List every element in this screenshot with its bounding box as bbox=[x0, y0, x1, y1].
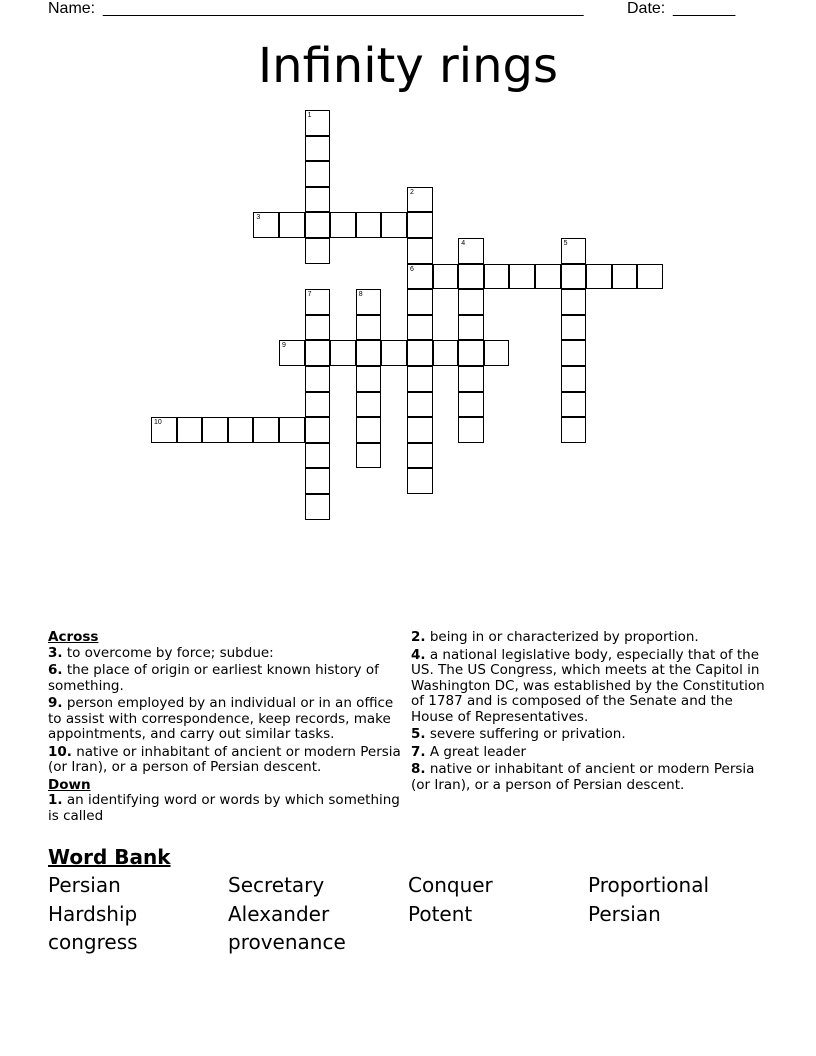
crossword-cell[interactable] bbox=[202, 417, 228, 443]
crossword-cell[interactable] bbox=[305, 392, 331, 418]
crossword-cell[interactable] bbox=[407, 340, 433, 366]
clue-across-10 bbox=[48, 745, 408, 776]
crossword-cell[interactable] bbox=[356, 289, 382, 315]
crossword-cell[interactable] bbox=[356, 443, 382, 469]
clue-down-8 bbox=[411, 762, 776, 793]
clue-number: 1. bbox=[48, 792, 63, 808]
crossword-cell[interactable] bbox=[305, 315, 331, 341]
word-bank-word: provenance bbox=[228, 930, 346, 954]
clue-number: 6. bbox=[48, 662, 63, 678]
clue-number: 8. bbox=[411, 761, 426, 777]
crossword-cell[interactable] bbox=[305, 443, 331, 469]
clue-text: severe suffering or privation. bbox=[429, 726, 626, 742]
crossword-cell[interactable] bbox=[407, 289, 433, 315]
crossword-cell[interactable] bbox=[356, 212, 382, 238]
crossword-cell[interactable] bbox=[484, 340, 510, 366]
word-bank-title: Word Bank bbox=[48, 845, 171, 869]
cell-number: 7 bbox=[307, 291, 312, 299]
down-heading: Down bbox=[48, 776, 91, 793]
clue-across-6 bbox=[48, 663, 408, 694]
crossword-cell[interactable] bbox=[356, 392, 382, 418]
crossword-cell[interactable] bbox=[407, 187, 433, 213]
clue-number: 9. bbox=[48, 695, 63, 711]
clue-text: native or inhabitant of ancient or modern Persia (or Iran), or a person of Persian descent. bbox=[411, 761, 755, 793]
word-bank-word: Proportional bbox=[588, 873, 710, 897]
clue-down-4 bbox=[411, 648, 776, 726]
word-bank-word: Potent bbox=[408, 901, 473, 926]
clues-right-column bbox=[411, 630, 776, 795]
clue-text: an identifying word or words by which something is called bbox=[48, 792, 400, 824]
crossword-cell[interactable] bbox=[330, 340, 356, 366]
crossword-cell[interactable] bbox=[407, 468, 433, 494]
clue-text: person employed by an individual or in an office to assist with correspondence, keep records, make appointments, and carry out similar tasks. bbox=[48, 695, 394, 742]
clue-text: to overcome by force; subdue: bbox=[66, 644, 274, 661]
crossword-cell[interactable] bbox=[561, 264, 587, 290]
cell-number: 2 bbox=[410, 188, 414, 196]
crossword-cell[interactable] bbox=[305, 289, 331, 315]
crossword-cell[interactable] bbox=[586, 264, 612, 290]
crossword-cell[interactable] bbox=[151, 417, 177, 443]
word-bank-word: Persian bbox=[48, 873, 121, 897]
crossword-cell[interactable] bbox=[458, 289, 484, 315]
crossword-cell[interactable] bbox=[407, 264, 433, 290]
crossword-cell[interactable] bbox=[637, 264, 663, 290]
cell-number: 9 bbox=[282, 342, 286, 350]
word-bank-word: Persian bbox=[588, 901, 661, 926]
clue-number: 4. bbox=[411, 646, 426, 663]
crossword-cell[interactable] bbox=[177, 417, 203, 443]
word-bank-word: Secretary bbox=[228, 873, 325, 897]
name-field[interactable]: ______________________________________________________ bbox=[103, 0, 584, 17]
puzzle-title: Infinity rings bbox=[257, 38, 559, 94]
cell-number: 3 bbox=[256, 214, 261, 222]
crossword-cell[interactable] bbox=[305, 161, 331, 187]
name-date-header bbox=[48, 0, 748, 20]
crossword-cell[interactable] bbox=[305, 494, 331, 520]
crossword-cell[interactable] bbox=[561, 289, 587, 315]
name-label: Name: bbox=[48, 0, 96, 17]
clue-text: the place of origin or earliest known history of something. bbox=[48, 662, 379, 694]
crossword-cell[interactable] bbox=[253, 212, 279, 238]
crossword-cell[interactable] bbox=[305, 417, 331, 443]
clue-down-1 bbox=[48, 793, 408, 824]
cell-number: 5 bbox=[563, 240, 568, 247]
across-heading: Across bbox=[48, 629, 99, 645]
clue-number: 2. bbox=[411, 629, 426, 645]
date-field[interactable]: _______ bbox=[673, 0, 736, 17]
crossword-cell[interactable] bbox=[407, 443, 433, 469]
crossword-cell[interactable] bbox=[305, 238, 331, 264]
crossword-cell[interactable] bbox=[253, 417, 279, 443]
clue-across-9 bbox=[48, 696, 408, 743]
crossword-cell[interactable] bbox=[561, 315, 587, 341]
clue-down-2 bbox=[411, 630, 776, 646]
crossword-cell[interactable] bbox=[228, 417, 254, 443]
crossword-cell[interactable] bbox=[458, 264, 484, 290]
crossword-cell[interactable] bbox=[305, 212, 331, 238]
crossword-cell[interactable] bbox=[561, 366, 587, 392]
crossword-cell[interactable] bbox=[535, 264, 561, 290]
crossword-cell[interactable] bbox=[407, 366, 433, 392]
crossword-cell[interactable] bbox=[561, 417, 587, 443]
crossword-cell[interactable] bbox=[561, 238, 587, 264]
clue-text: a national legislative body, especially that of the US. The US Congress, which meets at the Capitol in Washington DC, was established by the Constitution of 1787 and is composed of the Senate and the House of Representatives. bbox=[411, 646, 765, 725]
clue-down-7 bbox=[411, 745, 776, 761]
clues-left-column bbox=[48, 630, 408, 826]
crossword-cell[interactable] bbox=[407, 417, 433, 443]
word-bank-word: Hardship bbox=[48, 901, 138, 926]
word-bank-word: Alexander bbox=[228, 901, 330, 926]
crossword-cell[interactable] bbox=[433, 340, 459, 366]
crossword-cell[interactable] bbox=[458, 392, 484, 418]
crossword-cell[interactable] bbox=[305, 187, 331, 213]
word-bank-word: Conquer bbox=[408, 873, 493, 897]
crossword-cell[interactable] bbox=[407, 212, 433, 238]
crossword-cell[interactable] bbox=[305, 468, 331, 494]
crossword-cell[interactable] bbox=[279, 417, 305, 443]
crossword-cell[interactable] bbox=[484, 264, 510, 290]
clue-number: 7. bbox=[411, 743, 426, 760]
clue-text: being in or characterized by proportion. bbox=[429, 629, 699, 645]
crossword-cell[interactable] bbox=[407, 392, 433, 418]
crossword-cell[interactable] bbox=[458, 366, 484, 392]
crossword-cell[interactable] bbox=[356, 315, 382, 341]
crossword-cell[interactable] bbox=[433, 264, 459, 290]
crossword-cell[interactable] bbox=[612, 264, 638, 290]
cell-number: 4 bbox=[461, 240, 466, 247]
cell-number: 6 bbox=[410, 265, 414, 273]
clue-text: A great leader bbox=[429, 743, 527, 760]
crossword-cell[interactable] bbox=[407, 238, 433, 264]
crossword-cell[interactable] bbox=[561, 392, 587, 418]
crossword-cell[interactable] bbox=[458, 417, 484, 443]
crossword-cell[interactable] bbox=[305, 366, 331, 392]
word-bank bbox=[48, 873, 768, 959]
crossword-cell[interactable] bbox=[356, 417, 382, 443]
clue-number: 5. bbox=[411, 726, 426, 742]
date-label: Date: bbox=[627, 0, 666, 17]
crossword-cell[interactable] bbox=[330, 212, 356, 238]
clue-text: native or inhabitant of ancient or modern Persia (or Iran), or a person of Persian descent. bbox=[48, 743, 401, 775]
word-bank-word: congress bbox=[48, 930, 138, 954]
crossword-cell[interactable] bbox=[305, 340, 331, 366]
crossword-cell[interactable] bbox=[356, 340, 382, 366]
clue-number: 3. bbox=[48, 644, 63, 661]
crossword-cell[interactable] bbox=[381, 212, 407, 238]
crossword-cell[interactable] bbox=[279, 212, 305, 238]
crossword-cell[interactable] bbox=[561, 340, 587, 366]
crossword-cell[interactable] bbox=[381, 340, 407, 366]
cell-number: 8 bbox=[358, 291, 363, 299]
crossword-cell[interactable] bbox=[356, 366, 382, 392]
cell-number: 1 bbox=[307, 112, 312, 119]
crossword-cell[interactable] bbox=[279, 340, 305, 366]
clue-across-3 bbox=[48, 646, 408, 662]
cell-number: 10 bbox=[154, 419, 162, 427]
clue-number: 10. bbox=[48, 743, 72, 760]
crossword-cell[interactable] bbox=[305, 136, 331, 162]
clue-down-5 bbox=[411, 727, 776, 743]
crossword-cell[interactable] bbox=[509, 264, 535, 290]
crossword-cell[interactable] bbox=[458, 315, 484, 341]
crossword-cell[interactable] bbox=[458, 238, 484, 264]
crossword-cell[interactable] bbox=[305, 110, 331, 136]
crossword-cell[interactable] bbox=[458, 340, 484, 366]
crossword-cell[interactable] bbox=[407, 315, 433, 341]
